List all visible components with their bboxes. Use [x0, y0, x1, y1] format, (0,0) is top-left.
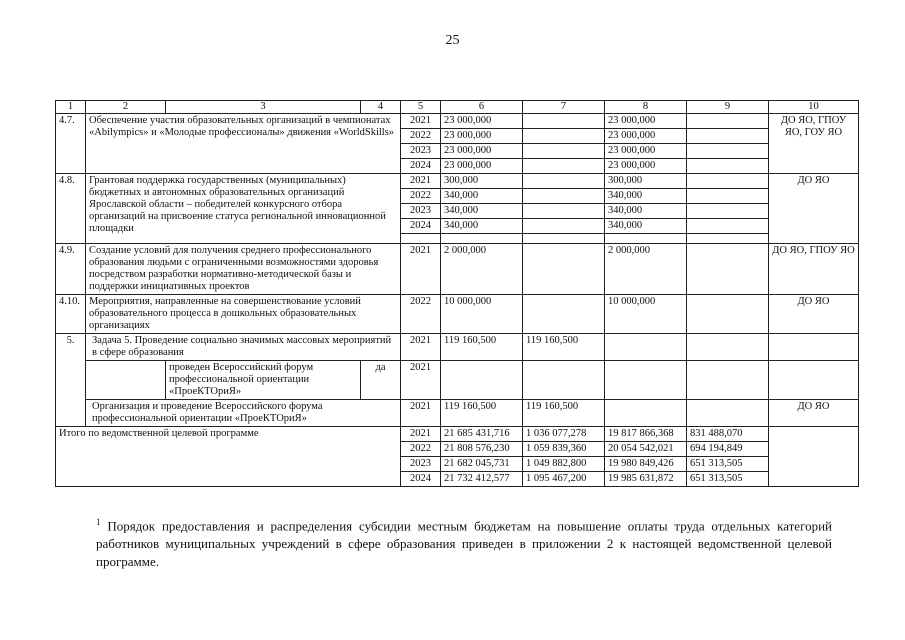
amount-local [687, 189, 769, 204]
amount-total: 300,000 [441, 174, 523, 189]
amount-regional: 20 054 542,021 [605, 442, 687, 457]
item-code: 4.10. [56, 295, 86, 334]
amount-federal [523, 144, 605, 159]
executor-cell: ДО ЯО, ГПОУ ЯО [769, 244, 859, 295]
amount-local: 831 488,070 [687, 427, 769, 442]
amount-regional: 300,000 [605, 174, 687, 189]
table-row [56, 400, 859, 427]
year-cell: 2022 [401, 295, 441, 334]
amount-total: 23 000,000 [441, 159, 523, 174]
table-row [56, 114, 859, 129]
executor-cell: ДО ЯО [769, 295, 859, 334]
header-cell: 10 [769, 101, 859, 114]
table-row [56, 334, 859, 361]
amount-total: 21 808 576,230 [441, 442, 523, 457]
amount-local [687, 400, 769, 427]
amount-regional: 340,000 [605, 219, 687, 234]
amount-total: 340,000 [441, 204, 523, 219]
amount-regional: 23 000,000 [605, 144, 687, 159]
amount-federal [523, 159, 605, 174]
item-description: Обеспечение участия образовательных организаций в чемпионатах «Abilympics» и «Молодые профессионалы» движения «WorldSkills» [86, 114, 401, 174]
total-row [56, 427, 859, 442]
header-cell: 3 [166, 101, 361, 114]
amount-local [687, 334, 769, 361]
header-row [56, 101, 859, 114]
amount-federal [523, 244, 605, 295]
indicator-text: проведен Всероссийский форум профессиональной ориентации «ПроеКТОриЯ» [166, 361, 361, 400]
executor-cell: ДО ЯО [769, 174, 859, 244]
year-cell: 2022 [401, 442, 441, 457]
amount-federal: 1 095 467,200 [523, 472, 605, 487]
amount-total: 21 682 045,731 [441, 457, 523, 472]
amount-regional: 23 000,000 [605, 114, 687, 129]
executor-cell: ДО ЯО [769, 400, 859, 427]
header-cell: 9 [687, 101, 769, 114]
item-description: Мероприятия, направленные на совершенствование условий образовательного процесса в дошкольных образовательных организациях [86, 295, 401, 334]
amount-federal [523, 129, 605, 144]
table-row [56, 174, 859, 189]
indicator-blank [86, 361, 166, 400]
item-code: 5. [56, 334, 86, 427]
year-cell: 2021 [401, 361, 441, 400]
amount-regional: 19 980 849,426 [605, 457, 687, 472]
indicator-value: да [361, 361, 401, 400]
amount-regional [605, 400, 687, 427]
executor-cell: ДО ЯО, ГПОУ ЯО, ГОУ ЯО [769, 114, 859, 174]
amount-federal [523, 234, 605, 244]
amount-local [687, 114, 769, 129]
amount-local [687, 159, 769, 174]
amount-federal: 119 160,500 [523, 334, 605, 361]
year-cell: 2021 [401, 334, 441, 361]
amount-regional: 2 000,000 [605, 244, 687, 295]
footnote-mark: 1 [96, 517, 101, 527]
executor-cell [769, 334, 859, 361]
amount-local [687, 219, 769, 234]
amount-local [687, 129, 769, 144]
amount-total: 10 000,000 [441, 295, 523, 334]
amount-total: 2 000,000 [441, 244, 523, 295]
amount-local: 694 194,849 [687, 442, 769, 457]
footnote-text: Порядок предоставления и распределения субсидии местным бюджетам на повышение оплаты труда отдельных категорий работников муниципальных учреждений в сфере образования приведен в приложении 2 к настоящей ведомственной целевой программе. [96, 518, 833, 570]
amount-federal: 1 059 839,360 [523, 442, 605, 457]
table-row [56, 361, 859, 400]
amount-federal [523, 219, 605, 234]
year-cell: 2022 [401, 189, 441, 204]
amount-federal [523, 114, 605, 129]
amount-regional [605, 334, 687, 361]
amount-federal: 1 036 077,278 [523, 427, 605, 442]
amount-regional: 23 000,000 [605, 159, 687, 174]
item-description: Организация и проведение Всероссийского форума профессиональной ориентации «ПроеКТОриЯ» [86, 400, 401, 427]
amount-regional: 10 000,000 [605, 295, 687, 334]
amount-local [687, 244, 769, 295]
year-cell: 2024 [401, 472, 441, 487]
amount-federal [523, 361, 605, 400]
amount-federal: 119 160,500 [523, 400, 605, 427]
amount-local [687, 361, 769, 400]
item-code: 4.9. [56, 244, 86, 295]
year-cell: 2021 [401, 174, 441, 189]
year-cell: 2023 [401, 457, 441, 472]
year-cell: 2023 [401, 144, 441, 159]
executor-cell [769, 427, 859, 487]
amount-federal [523, 189, 605, 204]
item-description: Грантовая поддержка государственных (муниципальных) бюджетных и автономных образовательных организаций Ярославской области – победителей конкурсного отбора организаций на присвоение статуса региональной инновационной площадки [86, 174, 401, 244]
amount-local [687, 204, 769, 219]
amount-regional [605, 361, 687, 400]
amount-total: 21 732 412,577 [441, 472, 523, 487]
amount-regional: 19 985 631,872 [605, 472, 687, 487]
total-label: Итого по ведомственной целевой программе [56, 427, 401, 487]
amount-total: 119 160,500 [441, 400, 523, 427]
year-cell: 2024 [401, 219, 441, 234]
amount-total: 340,000 [441, 189, 523, 204]
header-cell: 7 [523, 101, 605, 114]
amount-federal [523, 295, 605, 334]
year-cell: 2024 [401, 159, 441, 174]
amount-local: 651 313,505 [687, 472, 769, 487]
header-cell: 4 [361, 101, 401, 114]
item-code: 4.7. [56, 114, 86, 174]
amount-federal [523, 174, 605, 189]
amount-total: 119 160,500 [441, 334, 523, 361]
item-code: 4.8. [56, 174, 86, 244]
amount-regional: 340,000 [605, 204, 687, 219]
header-cell: 5 [401, 101, 441, 114]
budget-table [55, 100, 859, 487]
amount-total [441, 361, 523, 400]
year-cell: 2021 [401, 244, 441, 295]
header-cell: 6 [441, 101, 523, 114]
item-description: Задача 5. Проведение социально значимых массовых мероприятий в сфере образования [86, 334, 401, 361]
footnote [96, 513, 832, 571]
header-cell: 2 [86, 101, 166, 114]
amount-regional [605, 234, 687, 244]
amount-local: 651 313,505 [687, 457, 769, 472]
amount-local [687, 295, 769, 334]
year-cell [401, 234, 441, 244]
amount-regional: 23 000,000 [605, 129, 687, 144]
amount-total: 23 000,000 [441, 114, 523, 129]
year-cell: 2021 [401, 114, 441, 129]
header-cell: 1 [56, 101, 86, 114]
amount-total [441, 234, 523, 244]
amount-federal: 1 049 882,800 [523, 457, 605, 472]
year-cell: 2022 [401, 129, 441, 144]
executor-cell [769, 361, 859, 400]
page-number: 25 [445, 33, 460, 48]
header-cell: 8 [605, 101, 687, 114]
year-cell: 2021 [401, 400, 441, 427]
amount-total: 23 000,000 [441, 144, 523, 159]
table-row [56, 244, 859, 295]
amount-local [687, 234, 769, 244]
amount-total: 23 000,000 [441, 129, 523, 144]
year-cell: 2023 [401, 204, 441, 219]
item-description: Создание условий для получения среднего профессионального образования людьми с ограниченными возможностями здоровья посредством разработки нормативно-методической базы и поддержки инициативных проектов [86, 244, 401, 295]
amount-local [687, 144, 769, 159]
amount-federal [523, 204, 605, 219]
table-row [56, 295, 859, 334]
amount-regional: 19 817 866,368 [605, 427, 687, 442]
amount-total: 21 685 431,716 [441, 427, 523, 442]
amount-regional: 340,000 [605, 189, 687, 204]
amount-total: 340,000 [441, 219, 523, 234]
year-cell: 2021 [401, 427, 441, 442]
amount-local [687, 174, 769, 189]
